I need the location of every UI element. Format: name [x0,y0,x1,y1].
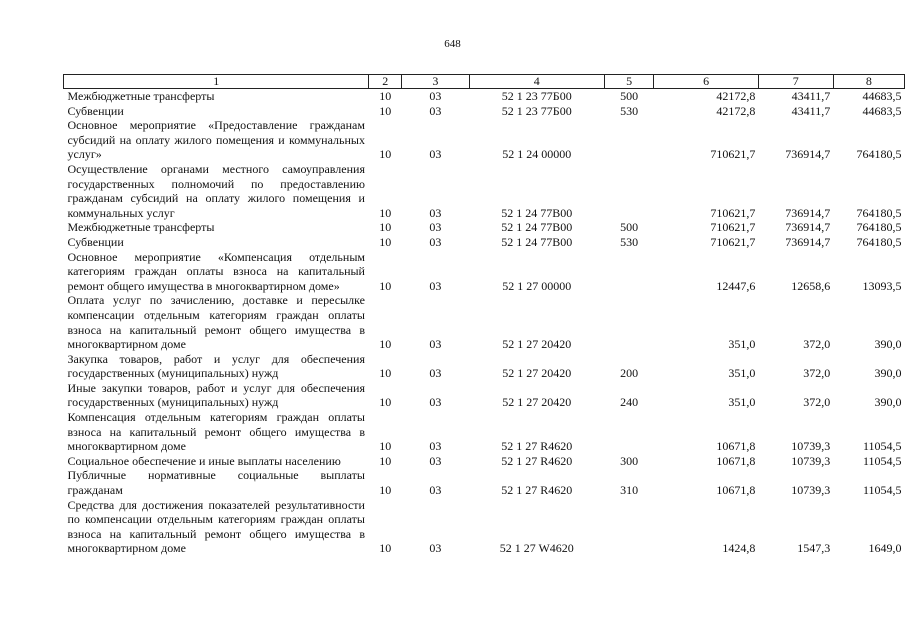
subsection-code-cell: 03 [429,453,442,468]
target-article-cell: 52 1 24 00000 [502,147,572,162]
amount-year3-cell: 764180,5 [856,147,902,162]
expense-type-cell: 500 [620,89,639,103]
amount-year2-cell: 1547,3 [797,541,831,556]
expense-type-cell: 240 [620,395,639,410]
amount-year1-cell: 1424,8 [722,541,756,556]
expense-type-cell: 530 [620,103,639,118]
expense-type-cell: 300 [620,453,639,468]
amount-year2-cell: 736914,7 [785,234,831,249]
row-name-cell: Осуществление органами местного самоуправления государственных полномочий по предоставлению гражданам субсидий на оплату жилого помещения и коммунальных услуг [67,161,365,220]
target-article-cell: 52 1 23 77Б00 [501,103,572,118]
target-article-cell: 52 1 24 77В00 [501,220,573,235]
amount-year1-cell: 710621,7 [710,220,756,235]
amount-year1-cell: 10671,8 [716,439,756,454]
amount-year3-cell: 11054,5 [862,439,902,454]
section-code-cell: 10 [379,439,392,454]
table-row [64,381,905,410]
table-row [64,104,905,119]
amount-year2-cell: 372,0 [803,395,831,410]
row-name-cell: Социальное обеспечение и иные выплаты населению [67,453,341,468]
table-row [64,352,905,381]
subsection-code-cell: 03 [429,439,442,454]
amount-year3-cell: 390,0 [874,395,902,410]
column-header-3: 3 [402,75,470,89]
table-row [64,89,905,104]
subsection-code-cell: 03 [429,89,442,103]
expense-type-cell [604,118,654,162]
section-code-cell: 10 [379,541,392,556]
subsection-code-cell: 03 [429,220,442,235]
row-name-cell: Межбюджетные трансферты [67,220,215,235]
amount-year3-cell: 390,0 [874,366,902,381]
expense-type-cell: 500 [620,220,639,235]
amount-year2-cell: 43411,7 [791,103,831,118]
amount-year2-cell: 372,0 [803,366,831,381]
amount-year1-cell: 351,0 [728,366,756,381]
row-name-cell: Субвенции [67,234,124,249]
section-code-cell: 10 [379,483,392,498]
amount-year1-cell: 710621,7 [710,147,756,162]
table-row [64,454,905,469]
expense-type-cell: 200 [620,366,639,381]
table-row [64,220,905,235]
section-code-cell: 10 [379,89,392,103]
table-row [64,162,905,220]
amount-year2-cell: 10739,3 [791,483,831,498]
target-article-cell: 52 1 27 W4620 [499,541,574,556]
amount-year1-cell: 710621,7 [710,234,756,249]
amount-year3-cell: 44683,5 [862,103,902,118]
section-code-cell: 10 [379,147,392,162]
row-name-cell: Основное мероприятие «Предоставление гражданам субсидий на оплату жилого помещения и коммунальных услуг» [67,118,365,162]
amount-year1-cell: 42172,8 [716,89,756,103]
row-name-cell: Межбюджетные трансферты [67,89,215,103]
expense-type-cell [604,498,654,556]
expense-type-cell [604,162,654,220]
subsection-code-cell: 03 [429,205,442,220]
amount-year3-cell: 11054,5 [862,453,902,468]
amount-year2-cell: 736914,7 [785,220,831,235]
expense-type-cell [604,250,654,294]
row-name-cell: Средства для достижения показателей результативности по компенсации отдельным категориям граждан оплаты взноса на капитальный ремонт общего имущества в многоквартирном доме [67,497,365,556]
target-article-cell: 52 1 27 20420 [502,395,572,410]
section-code-cell: 10 [379,205,392,220]
amount-year3-cell: 390,0 [874,337,902,352]
target-article-cell: 52 1 27 20420 [502,366,572,381]
row-name-cell: Основное мероприятие «Компенсация отдельным категориям граждан оплаты взноса на капитальный ремонт общего имущества в многоквартирном доме» [67,249,365,293]
amount-year1-cell: 10671,8 [716,483,756,498]
row-name-cell: Субвенции [67,103,124,118]
amount-year1-cell: 351,0 [728,337,756,352]
amount-year2-cell: 736914,7 [785,205,831,220]
target-article-cell: 52 1 27 R4620 [501,483,573,498]
expense-type-cell [604,410,654,454]
section-code-cell: 10 [379,220,392,235]
target-article-cell: 52 1 27 R4620 [501,453,573,468]
table-body [64,89,905,557]
expense-type-cell: 530 [620,234,639,249]
page-number: 648 [444,38,461,50]
table-row [64,498,905,556]
column-header-7: 7 [758,75,833,89]
amount-year2-cell: 12658,6 [791,278,831,293]
subsection-code-cell: 03 [429,278,442,293]
subsection-code-cell: 03 [429,337,442,352]
amount-year3-cell: 764180,5 [856,205,902,220]
amount-year2-cell: 736914,7 [785,147,831,162]
section-code-cell: 10 [379,278,392,293]
amount-year1-cell: 42172,8 [716,103,756,118]
subsection-code-cell: 03 [429,483,442,498]
target-article-cell: 52 1 27 R4620 [501,439,573,454]
section-code-cell: 10 [379,234,392,249]
table-row [64,293,905,351]
expense-type-cell [604,293,654,351]
amount-year1-cell: 10671,8 [716,453,756,468]
row-name-cell: Закупка товаров, работ и услуг для обеспечения государственных (муниципальных) нужд [67,351,365,381]
subsection-code-cell: 03 [429,234,442,249]
column-header-4: 4 [469,75,604,89]
target-article-cell: 52 1 24 77В00 [501,205,573,220]
column-header-8: 8 [833,75,904,89]
row-name-cell: Оплата услуг по зачислению, доставке и пересылке компенсации отдельным категориям граждан оплаты взноса на капитальный ремонт общего имущества в многоквартирном доме [67,293,365,352]
amount-year3-cell: 1649,0 [868,541,902,556]
row-name-cell: Публичные нормативные социальные выплаты гражданам [67,468,365,498]
target-article-cell: 52 1 24 77В00 [501,234,573,249]
amount-year3-cell: 44683,5 [862,89,902,103]
amount-year2-cell: 10739,3 [791,439,831,454]
amount-year1-cell: 710621,7 [710,205,756,220]
table-row [64,250,905,294]
amount-year3-cell: 764180,5 [856,220,902,235]
section-code-cell: 10 [379,453,392,468]
amount-year3-cell: 13093,5 [862,278,902,293]
amount-year1-cell: 12447,6 [716,278,756,293]
amount-year3-cell: 764180,5 [856,234,902,249]
amount-year3-cell: 11054,5 [862,483,902,498]
section-code-cell: 10 [379,366,392,381]
column-header-6: 6 [654,75,758,89]
amount-year1-cell: 351,0 [728,395,756,410]
amount-year2-cell: 43411,7 [791,89,831,103]
column-header-1: 1 [64,75,369,89]
subsection-code-cell: 03 [429,395,442,410]
target-article-cell: 52 1 23 77Б00 [501,89,572,103]
expense-type-cell: 310 [620,483,639,498]
table-header-row [64,75,905,89]
section-code-cell: 10 [379,337,392,352]
amount-year2-cell: 372,0 [803,337,831,352]
subsection-code-cell: 03 [429,541,442,556]
target-article-cell: 52 1 27 00000 [502,278,572,293]
row-name-cell: Иные закупки товаров, работ и услуг для обеспечения государственных (муниципальных) нужд [67,380,365,410]
subsection-code-cell: 03 [429,147,442,162]
section-code-cell: 10 [379,103,392,118]
table-row [64,410,905,454]
row-name-cell: Компенсация отдельным категориям граждан оплаты взноса на капитальный ремонт общего имущества в многоквартирном доме [67,410,365,454]
column-header-2: 2 [369,75,402,89]
target-article-cell: 52 1 27 20420 [502,337,572,352]
section-code-cell: 10 [379,395,392,410]
subsection-code-cell: 03 [429,366,442,381]
table-row [64,118,905,162]
budget-table [63,74,905,556]
table-row [64,235,905,250]
subsection-code-cell: 03 [429,103,442,118]
table-row [64,468,905,497]
amount-year2-cell: 10739,3 [791,453,831,468]
column-header-5: 5 [604,75,654,89]
